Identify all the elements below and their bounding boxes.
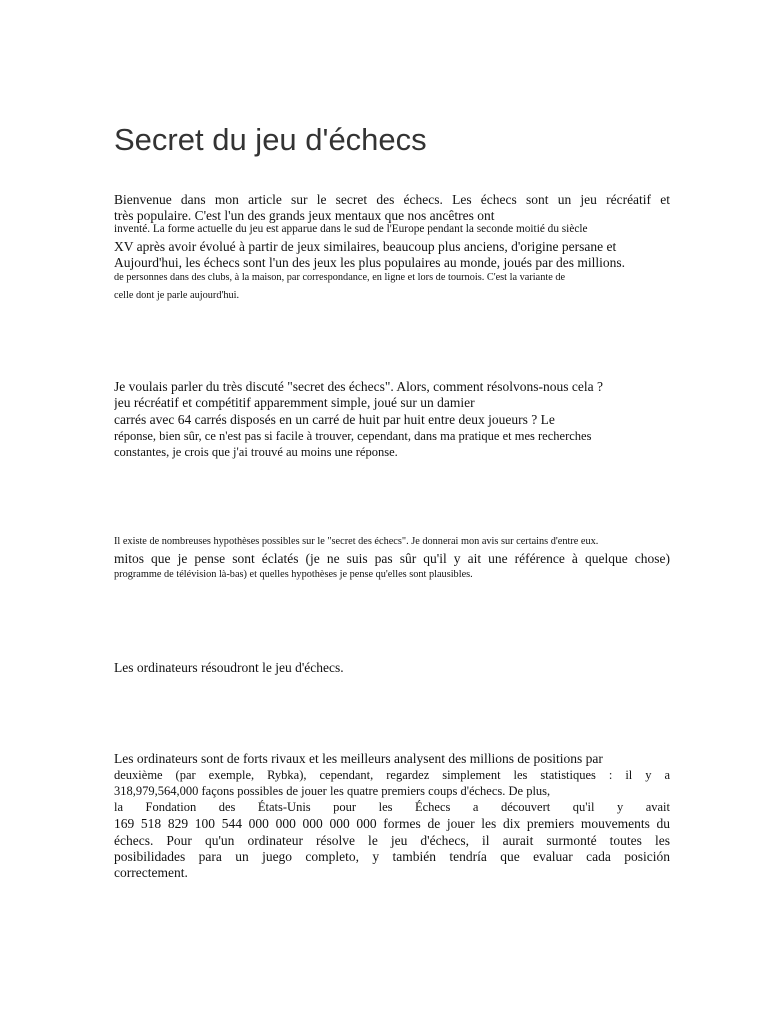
text-line: mitos que je pense sont éclatés (je ne suis pas sûr qu'il y ait une référence à quelque chose) [114,551,670,566]
text-line: Les ordinateurs sont de forts rivaux et les meilleurs analysent des millions de positions par [114,751,603,766]
text-line: XV après avoir évolué à partir de jeux similaires, beaucoup plus anciens, d'origine persane et [114,239,617,254]
text-line: échecs. Pour qu'un ordinateur résolve le jeu d'échecs, il aurait surmonté toutes les [114,833,670,848]
text-line: constantes, je crois que j'ai trouvé au moins une réponse. [114,445,398,459]
text-line: 169 518 829 100 544 000 000 000 000 000 formes de jouer les dix premiers mouvements du [114,816,670,831]
text-line: Il existe de nombreuses hypothèses possibles sur le "secret des échecs". Je donnerai mon avis sur certains d'entre eux. [114,536,599,547]
text-line: jeu récréatif et compétitif apparemment simple, joué sur un damier [114,395,475,410]
text-line: réponse, bien sûr, ce n'est pas si facile à trouver, cependant, dans ma pratique et mes recherches [114,429,592,443]
text-line: carrés avec 64 carrés disposés en un carré de huit par huit entre deux joueurs ? Le [114,412,555,427]
text-line: de personnes dans des clubs, à la maison, par correspondance, en ligne et lors de tournois. C'est la variante de [114,272,566,283]
text-line: très populaire. C'est l'un des grands jeux mentaux que nos ancêtres ont [114,208,495,223]
text-line: programme de télévision là-bas) et quelles hypothèses je pense qu'elles sont plausibles. [114,569,473,580]
text-line: celle dont je parle aujourd'hui. [114,290,240,301]
text-line: inventé. La forme actuelle du jeu est apparue dans le sud de l'Europe pendant la seconde moitié du siècle [114,223,588,235]
text-line: posibilidades para un juego completo, y también tendría que evaluar cada posición [114,849,670,864]
text-line: correctement. [114,865,188,880]
text-line: 318,979,564,000 façons possibles de jouer les quatre premiers coups d'échecs. De plus, [114,784,551,798]
section-heading: Les ordinateurs résoudront le jeu d'échecs. [114,660,344,675]
text-line: Je voulais parler du très discuté "secret des échecs". Alors, comment résolvons-nous cela ? [114,379,603,394]
text-line: Bienvenue dans mon article sur le secret des échecs. Les échecs sont un jeu récréatif et [114,192,670,207]
text-line: Aujourd'hui, les échecs sont l'un des jeux les plus populaires au monde, joués par des millions. [114,255,626,270]
text-line: deuxième (par exemple, Rybka), cependant, regardez simplement les statistiques : il y a [114,768,670,782]
document-title: Secret du jeu d'échecs [114,122,427,157]
text-line: la Fondation des États-Unis pour les Échecs a découvert qu'il y avait [114,800,670,814]
